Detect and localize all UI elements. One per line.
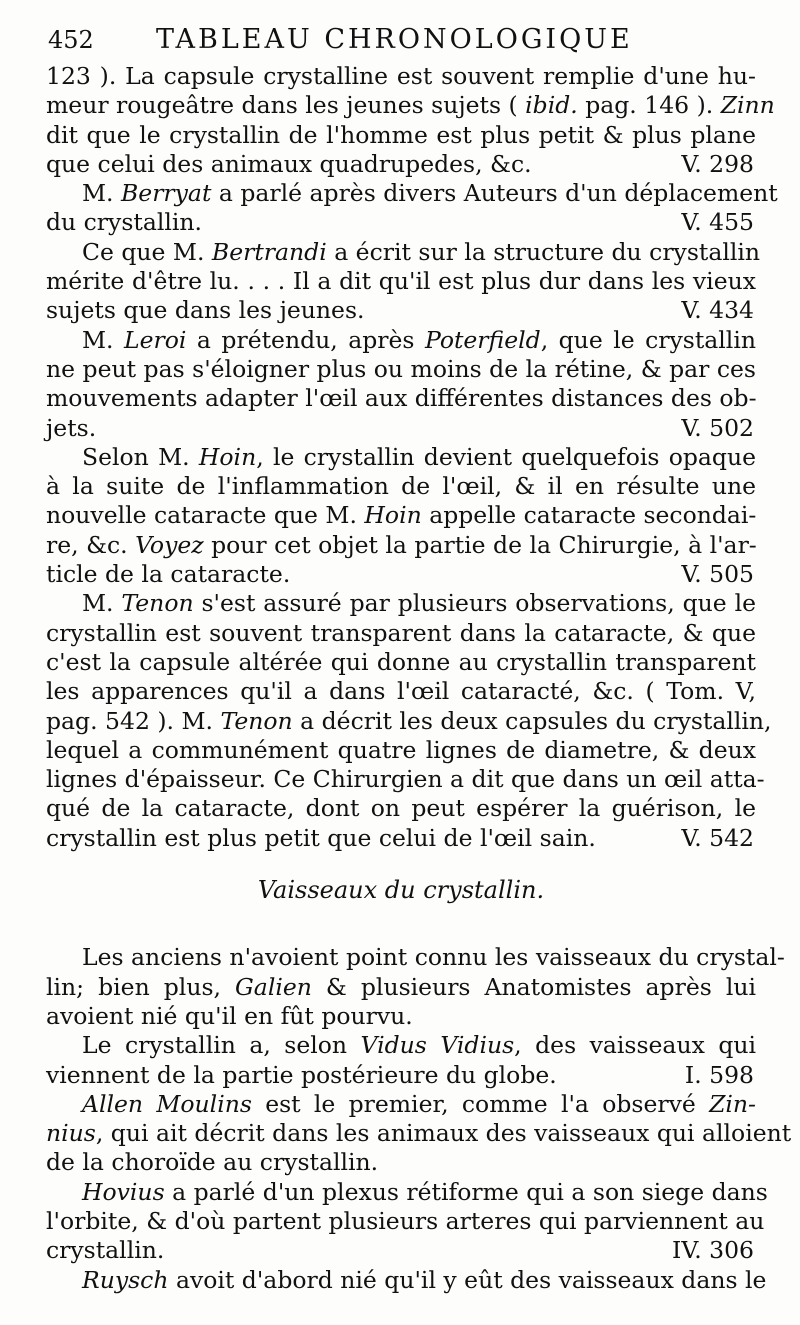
volume-reference: V. 542 [681, 823, 754, 852]
volume-reference: V. 455 [681, 208, 754, 237]
text-line: les apparences qu'il a dans l'œil cataracté, &c. ( Tom. V, [46, 677, 756, 706]
paragraph-start: M. Berryat a parlé après divers Auteurs d'un déplacement [82, 179, 778, 208]
text-line: crystallin. IV. 306 [46, 1236, 754, 1265]
text-line: crystallin est plus petit que celui de l'œil sain. V. 542 [46, 823, 754, 852]
paragraph-start: Allen Moulins est le premier, comme l'a observé Zin- [82, 1089, 756, 1118]
volume-reference: V. 298 [681, 149, 754, 178]
volume-reference: IV. 306 [672, 1236, 754, 1265]
text-line: crystallin est souvent transparent dans la cataracte, & que [46, 618, 756, 647]
running-title: TABLEAU CHRONOLOGIQUE [156, 24, 633, 55]
page-number: 452 [48, 26, 94, 54]
text-line: de la choroïde au crystallin. [46, 1148, 379, 1177]
page-body [46, 62, 792, 1295]
paragraph-start: Les anciens n'avoient point connu les vaisseaux du crystal- [82, 943, 785, 972]
text-line: ticle de la cataracte. V. 505 [46, 560, 754, 589]
text-line: à la suite de l'inflammation de l'œil, & il en résulte une [46, 472, 756, 501]
text-line: lignes d'épaisseur. Ce Chirurgien a dit que dans un œil atta- [46, 765, 765, 794]
text-line: mouvements adapter l'œil aux différentes distances des ob- [46, 384, 757, 413]
paragraph-start: Ruysch avoit d'abord nié qu'il y eût des vaisseaux dans le [82, 1265, 767, 1294]
text-line: dit que le crystallin de l'homme est plus petit & plus plane [46, 120, 756, 149]
text-line: c'est la capsule altérée qui donne au crystallin transparent [46, 647, 756, 676]
text-line: pag. 542 ). M. Tenon a décrit les deux capsules du crystallin, [46, 706, 772, 735]
text-line: viennent de la partie postérieure du globe. I. 598 [46, 1060, 754, 1089]
text-line: mérite d'être lu. . . . Il a dit qu'il est plus dur dans les vieux [46, 267, 756, 296]
paragraph-start: M. Tenon s'est assuré par plusieurs observations, que le [82, 589, 756, 618]
text-line: qué de la cataracte, dont on peut espérer la guérison, le [46, 794, 756, 823]
running-head [48, 22, 768, 62]
text-line: nouvelle cataracte que M. Hoin appelle cataracte secondai- [46, 501, 757, 530]
volume-reference: V. 505 [681, 560, 754, 589]
text-line: lin; bien plus, Galien & plusieurs Anatomistes après lui [46, 972, 756, 1001]
text-line: re, &c. Voyez pour cet objet la partie de la Chirurgie, à l'ar- [46, 530, 757, 559]
paragraph-start: M. Leroi a prétendu, après Poterfield, que le crystallin [82, 325, 756, 354]
volume-reference: V. 434 [681, 296, 754, 325]
paragraph-start: Selon M. Hoin, le crystallin devient quelquefois opaque [82, 442, 756, 471]
text-line: avoient nié qu'il en fût pourvu. [46, 1001, 413, 1030]
text-line: jets. V. 502 [46, 413, 754, 442]
volume-reference: I. 598 [684, 1060, 754, 1089]
paragraph-start: Ce que M. Bertrandi a écrit sur la structure du crystallin [82, 237, 761, 266]
text-line: nius, qui ait décrit dans les animaux des vaisseaux qui alloient [46, 1119, 792, 1148]
text-line: ne peut pas s'éloigner plus ou moins de la rétine, & par ces [46, 354, 756, 383]
text-line: du crystallin. V. 455 [46, 208, 754, 237]
text-line: meur rougeâtre dans les jeunes sujets ( ibid. pag. 146 ). Zinn [46, 91, 775, 120]
text-line: lequel a communément quatre lignes de diametre, & deux [46, 735, 756, 764]
text-line: 123 ). La capsule crystalline est souvent remplie d'une hu- [46, 62, 756, 90]
paragraph-start: Hovius a parlé d'un plexus rétiforme qui a son siege dans [82, 1177, 768, 1206]
volume-reference: V. 502 [681, 413, 754, 442]
text-line: l'orbite, & d'où partent plusieurs arteres qui parviennent au [46, 1206, 765, 1235]
paragraph-start: Le crystallin a, selon Vidus Vidius, des vaisseaux qui [82, 1031, 757, 1060]
text-line: sujets que dans les jeunes. V. 434 [46, 296, 754, 325]
text-line: que celui des animaux quadrupedes, &c. V. 298 [46, 149, 754, 178]
section-heading: Vaisseaux du crystallin. [257, 876, 545, 905]
